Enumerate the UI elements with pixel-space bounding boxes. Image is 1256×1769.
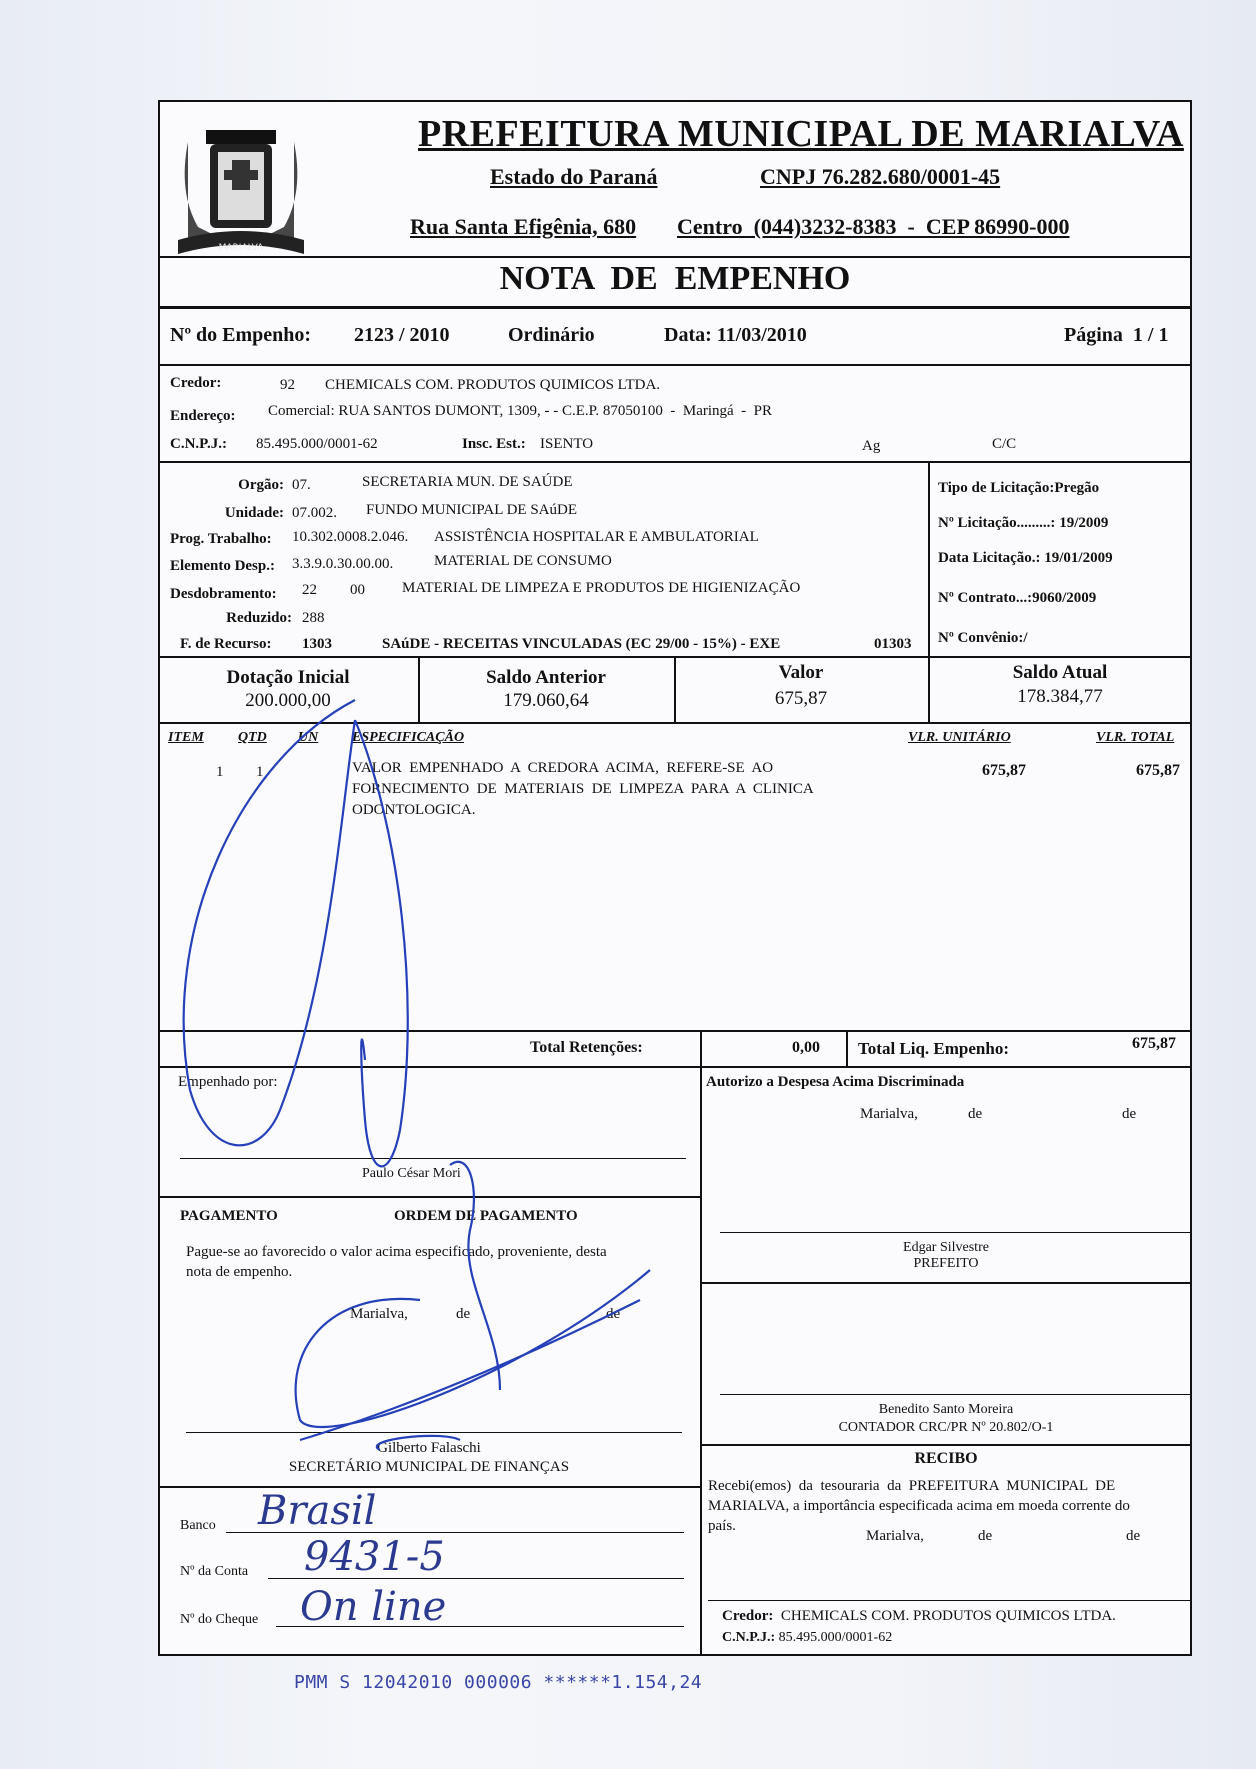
saldo-anterior-value: 179.060,64 [503,690,589,711]
pagamento-label: PAGAMENTO [180,1208,278,1224]
contador-title: CONTADOR CRC/PR Nº 20.802/O-1 [838,1420,1054,1435]
address-label: Rua Santa Efigênia, 680 [410,214,637,239]
valor-value: 675,87 [774,688,828,709]
licitacao-number-label: Nº Licitação.........: [938,515,1056,531]
recibo-de1: de [978,1528,993,1544]
signature-stroke [300,1300,640,1440]
empenho-number-label: Nº do Empenho: [170,324,312,346]
col-item: ITEM [168,730,204,745]
unidade-label: Unidade: [224,505,284,521]
elem-code: 3.3.9.0.30.00.00. [292,556,394,572]
prefeito-title: PREFEITO [913,1256,979,1271]
row-qtd: 1 [256,764,264,780]
recibo-credor-name: CHEMICALS COM. PRODUTOS QUIMICOS LTDA. [780,1608,1116,1624]
address-field-label: Endereço: [170,408,236,424]
state-label: Estado do Paraná [490,164,658,189]
fonte-code2: 01303 [874,636,912,652]
saldo-anterior-label: Saldo Anterior [486,667,606,688]
pagamento-city: Marialva, [350,1306,408,1322]
recibo-cnpj-value: 85.495.000/0001-62 [778,1630,893,1645]
licitacao-type-value: Pregão [1054,480,1100,496]
pagamento-de2: de [606,1306,621,1322]
secretario-name: Gilberto Falaschi [377,1440,481,1456]
ie-value: ISENTO [540,436,594,452]
empenhado-por-label: Empenhado por: [178,1074,278,1090]
signature-stroke [296,1270,650,1427]
empenho-type: Ordinário [508,324,595,346]
contrato-label: Nº Contrato...: [938,590,1033,606]
reduzido-label: Reduzido: [226,610,292,626]
pagamento-text2: nota de empenho. [186,1264,293,1280]
empenho-date: Data: 11/03/2010 [664,324,807,346]
licitacao-number-value: 19/2009 [1059,515,1109,531]
orgao-name: SECRETARIA MUN. DE SAÚDE [362,474,573,490]
credor-code: 92 [280,377,295,393]
autorizo-de1: de [968,1106,983,1122]
credor-cnpj: 85.495.000/0001-62 [256,436,378,452]
credor-name: CHEMICALS COM. PRODUTOS QUIMICOS LTDA. [325,377,661,393]
signature-stroke [355,720,408,1166]
licitacao-date-label: Data Licitação.: [938,550,1041,566]
credor-label: Credor: [170,375,222,391]
credor-cnpj-label: C.N.P.J.: [170,436,227,452]
empenho-number: 2123 / 2010 [354,324,450,346]
ie-label: Insc. Est.: [462,436,526,452]
convenio-label: Nº Convênio:/ [938,630,1028,646]
pagamento-text1: Pague-se ao favorecido o valor acima especificado, proveniente, desta [186,1244,607,1260]
agency-label: Ag [862,438,881,454]
autorizo-label: Autorizo a Despesa Acima Discriminada [706,1074,965,1090]
desd-label: Desdobramento: [170,586,277,602]
fonte-label: F. de Recurso: [180,636,272,652]
page-number: Página 1 / 1 [1064,324,1169,346]
recibo-text1: Recebi(emos) da tesouraria da PREFEITURA MUNICIPAL DE [708,1478,1116,1494]
dotacao-value: 200.000,00 [245,690,331,711]
pagamento-de1: de [456,1306,471,1322]
saldo-atual-value: 178.384,77 [1017,686,1103,707]
svg-text:MARIALVA: MARIALVA [218,243,264,253]
signature-stroke [450,1162,500,1390]
orgao-label: Orgão: [238,477,284,493]
autorizo-city: Marialva, [860,1106,918,1122]
cashier-stamp: PMM S 12042010 000006 ******1.154,24 [294,1672,703,1693]
desd-sub: 00 [350,582,365,598]
empenhado-por-name: Paulo César Mori [362,1166,461,1181]
cheque-label: Nº do Cheque [180,1612,259,1627]
contact-label: Centro (044)3232-8383 - CEP 86990-000 [677,214,1070,239]
desd-code: 22 [302,582,317,598]
licitacao-type-label: Tipo de Licitação: [938,480,1055,496]
col-unit-value: VLR. UNITÁRIO [908,730,1011,745]
col-total-value: VLR. TOTAL [1096,730,1175,745]
ordem-pagamento-label: ORDEM DE PAGAMENTO [394,1208,578,1224]
unidade-code: 07.002. [292,505,337,521]
licitacao-date-value: 19/01/2009 [1044,550,1113,566]
recibo-de2: de [1126,1528,1141,1544]
signature-stroke [377,1436,460,1450]
account-label: C/C [992,436,1017,452]
valor-label: Valor [778,662,824,683]
municipality-title: PREFEITURA MUNICIPAL DE MARIALVA [418,113,1184,155]
dotacao-label: Dotação Inicial [226,667,350,688]
desd-name: MATERIAL DE LIMPEZA E PRODUTOS DE HIGIENIZAÇÃO [402,580,801,596]
recibo-city: Marialva, [866,1528,924,1544]
recibo-credor-label: Credor: [722,1608,774,1624]
fonte-code: 1303 [302,636,332,652]
conta-handwritten: 9431-5 [304,1534,445,1580]
banco-label: Banco [180,1518,216,1533]
row-total-value: 675,87 [1136,762,1180,779]
col-un: UN [298,730,319,745]
total-retencoes-value: 0,00 [792,1039,820,1056]
reduzido-code: 288 [302,610,325,626]
prog-code: 10.302.0008.2.046. [292,529,409,545]
elem-name: MATERIAL DE CONSUMO [434,553,612,569]
recibo-text2: MARIALVA, a importância especificada acima em moeda corrente do [708,1498,1130,1514]
conta-label: Nº da Conta [180,1564,249,1579]
secretario-title: SECRETÁRIO MUNICIPAL DE FINANÇAS [288,1459,570,1475]
prog-name: ASSISTÊNCIA HOSPITALAR E AMBULATORIAL [434,529,759,545]
fonte-name: SAúDE - RECEITAS VINCULADAS (EC 29/00 - 15%) - EXE [382,636,781,652]
col-qtd: QTD [238,730,267,745]
elem-label: Elemento Desp.: [170,558,275,574]
document-title: NOTA DE EMPENHO [499,260,851,297]
recibo-cnpj-label: C.N.P.J.: [722,1630,776,1645]
row-item: 1 [216,764,224,780]
row-spec-line2: FORNECIMENTO DE MATERIAIS DE LIMPEZA PARA A CLINICA [352,781,814,797]
prefeito-name: Edgar Silvestre [903,1240,989,1255]
banco-handwritten: Brasil [258,1488,377,1534]
contador-name: Benedito Santo Moreira [878,1402,1014,1417]
col-spec: ESPECIFICAÇÃO [352,730,465,745]
unidade-name: FUNDO MUNICIPAL DE SAúDE [366,502,577,518]
recibo-text3: país. [708,1518,736,1534]
autorizo-de2: de [1122,1106,1137,1122]
cnpj-label: CNPJ 76.282.680/0001-45 [760,164,1001,189]
recibo-label: RECIBO [914,1450,978,1467]
credor-address: Comercial: RUA SANTOS DUMONT, 1309, - - C.E.P. 87050100 - Maringá - PR [268,403,773,419]
saldo-atual-label: Saldo Atual [1012,662,1108,683]
total-liquido-value: 675,87 [1132,1035,1176,1052]
prog-label: Prog. Trabalho: [170,531,272,547]
contrato-value: 9060/2009 [1032,590,1097,606]
row-unit-value: 675,87 [982,762,1026,779]
signature-stroke [184,700,355,1145]
cheque-handwritten: On line [300,1584,447,1630]
row-spec-line3: ODONTOLOGICA. [352,802,476,818]
row-spec-line1: VALOR EMPENHADO A CREDORA ACIMA, REFERE-SE AO [352,760,774,776]
orgao-code: 07. [292,477,311,493]
total-liquido-label: Total Liq. Empenho: [858,1039,1009,1058]
total-retencoes-label: Total Retenções: [530,1039,643,1056]
